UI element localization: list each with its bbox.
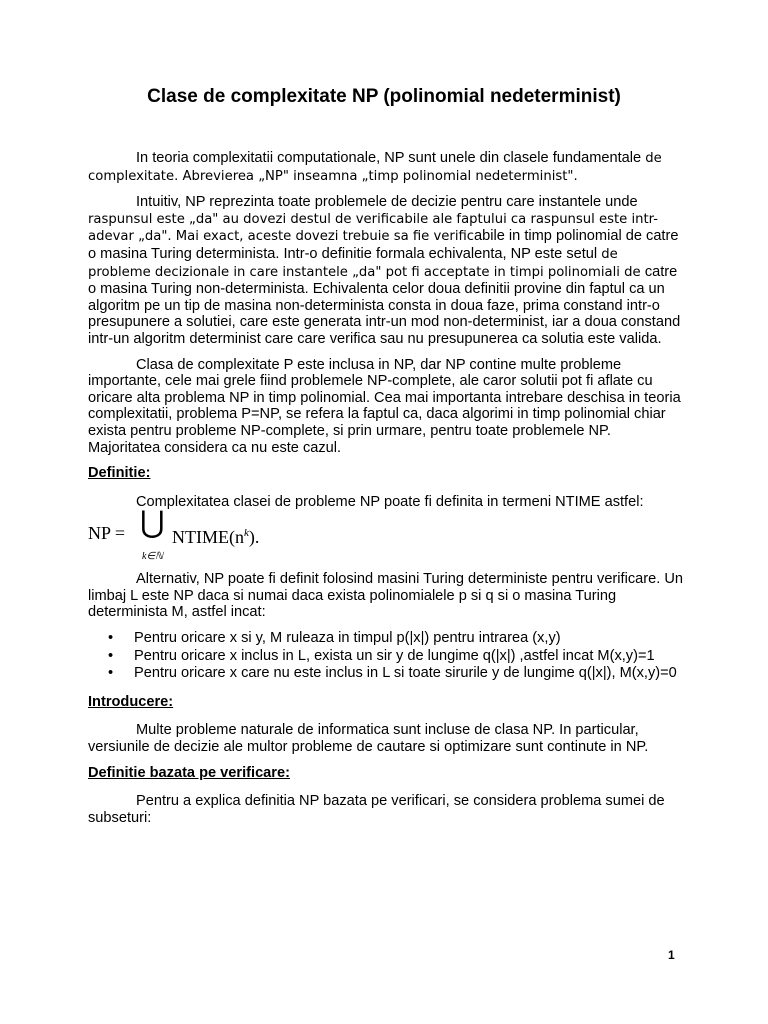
list-item: • Pentru oricare x si y, M ruleaza in timpul p(|x|) pentru intrarea (x,y) — [134, 630, 684, 647]
heading-definitie: Definitie: — [88, 465, 151, 482]
union-symbol: ⋃ — [140, 506, 165, 540]
formula-rhs — [172, 525, 259, 546]
document-body — [88, 150, 684, 835]
formula-close: ). — [248, 527, 260, 548]
formula-lhs: NP = — [88, 523, 125, 544]
heading-introducere: Introducere: — [88, 693, 174, 710]
formula-exponent: k — [243, 527, 249, 540]
paragraph-suma-subseturi: Pentru a explica definitia NP bazata pe verificari, se considera problema sumei de subseturi: — [88, 793, 665, 826]
paragraph-text: In teoria complexitatii computationale, NP sunt unele din clasele fundamentale — [136, 150, 646, 166]
paragraph-text: de complexitate. Abrevierea „NP" inseamna „timp polinomial nedeterminist". — [88, 151, 662, 184]
heading-verificare: Definitie bazata pe verificare: — [88, 764, 290, 781]
paragraph-text: raspunsul este „da" au dovezi destul de verificabile ale faptului ca raspunsul este intr-adevar „da". Mai exact, aceste dovezi trebuie sa fie verific — [88, 211, 658, 245]
paragraph-intro — [88, 150, 684, 185]
paragraph-alternativ: Alternativ, NP poate fi definit folosind masini Turing deterministe pentru verificare. Un limbaj L este NP daca si numai daca exista polinomialele p si q si o masina Turing determinista M, astfel incat: — [88, 571, 683, 621]
union-subscript: k∈ℕ — [142, 551, 164, 563]
paragraph-text: catre o masina Turing non-determinista. Echivalenta celor doua definitii provine din faptul ca un algoritm pe un tip de masina non-determinista consta in doua faze, prima constand intr-o presupunere a solutiei, care este generata intr-un mod non-determinist, iar a doua constand intr-un algoritm determinist care care verifica sau nu presupunerea ca solutia este valida. — [88, 263, 681, 347]
ntime-formula — [88, 506, 684, 563]
paragraph-clasa-p: Clasa de complexitate P este inclusa in NP, dar NP contine multe probleme importante, cele mai grele fiind problemele NP-complete, ale caror solutii pot fi aflate cu oricare alta problema NP in timp polinomial. Cea mai importanta intrebare deschisa in teoria complexitatii, problema P=NP, se refera la faptul ca, daca algorimi in timp polinomial chiar exista pentru probleme NP-complete, si prin urmare, pentru toate problemele NP. Majoritatea considera ca nu este cazul. — [88, 356, 681, 456]
page-number: 1 — [668, 948, 675, 962]
formula-ntime: NTIME(n — [172, 527, 244, 548]
conditions-list — [88, 630, 684, 682]
paragraph-probleme-naturale: Multe probleme naturale de informatica sunt incluse de clasa NP. In particular, versiunile de decizie ale multor probleme de cautare si optimizare sunt continute in NP. — [88, 722, 649, 756]
paragraph-text: de probleme decizionale in care instantele „da" pot fi acceptate in timpi polinomiali de — [88, 246, 645, 280]
paragraph-text: Intuitiv, NP reprezinta toate problemele de decizie pentru care instantele unde — [136, 194, 638, 211]
paragraph-ntime: Complexitatea clasei de probleme NP poate fi definita in termeni NTIME astfel: — [136, 493, 644, 510]
list-item: • Pentru oricare x care nu este inclus in L si toate sirurile y de lungime q(|x|), M(x,y)=0 — [134, 665, 684, 682]
paragraph-intuitiv — [88, 194, 684, 347]
list-item: • Pentru oricare x inclus in L, exista un sir y de lungime q(|x|) ,astfel incat M(x,y)=1 — [134, 648, 684, 665]
document-title: Clase de complexitate NP (polinomial nedeterminist) — [147, 86, 621, 107]
paragraph-text: abile in timp polinomial de catre o masina Turing determinista. Intr-o definitie formala echivalenta, NP este setul — [88, 228, 679, 262]
